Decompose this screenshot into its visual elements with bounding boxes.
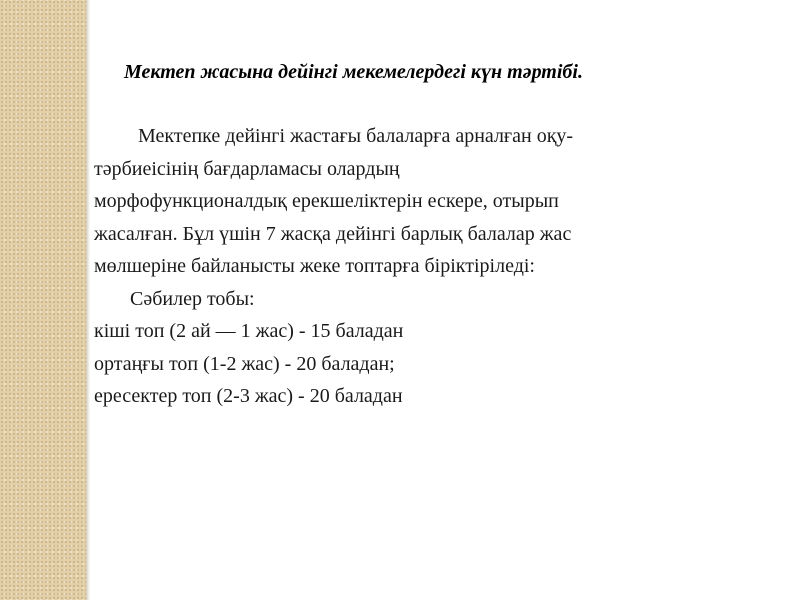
group-item-junior: кіші топ (2 ай — 1 жас) - 15 баладан — [94, 320, 404, 342]
body-line-1: Мектепке дейінгі жастағы балаларға арналған оқу- — [138, 125, 574, 147]
body-line-5: мөлшеріне байланысты жеке топтарға біріктіріледі: — [94, 255, 535, 277]
group-item-senior: ересектер топ (2-3 жас) - 20 баладан — [94, 385, 403, 407]
slide-body — [94, 120, 774, 413]
decorative-side-band — [0, 0, 86, 600]
group-item-middle: ортаңғы топ (1-2 жас) - 20 баладан; — [94, 352, 395, 375]
body-line-4: жасалған. Бұл үшін 7 жасқа дейінгі барлық балалар жас — [94, 222, 572, 245]
slide-title: Мектеп жасына дейінгі мекемелердегі күн тәртібі. — [124, 61, 583, 83]
body-line-3: морфофункционалдық ерекшеліктерін ескере, отырып — [94, 190, 559, 212]
group-heading: Сәбилер тобы: — [130, 287, 255, 310]
side-band-edge — [86, 0, 90, 600]
body-line-2: тәрбиеісінің бағдарламасы олардың — [94, 157, 400, 180]
